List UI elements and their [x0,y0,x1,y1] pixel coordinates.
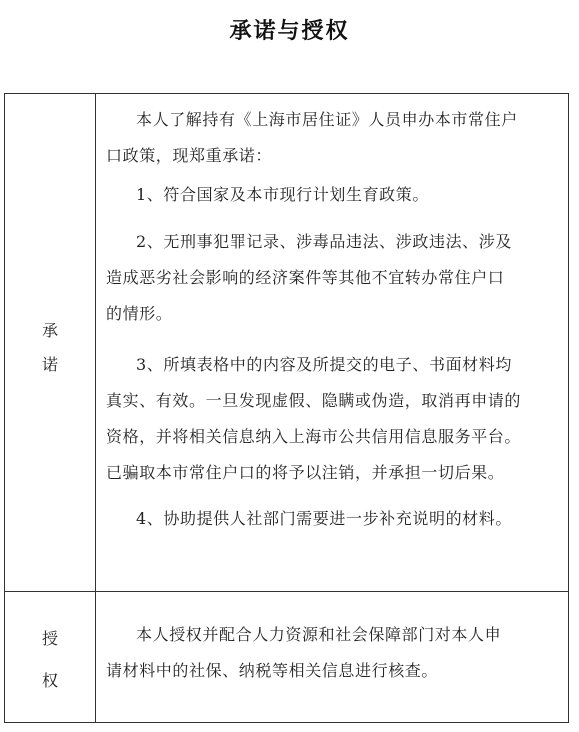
auth-label-char-1: 授 [41,629,58,648]
promise-label-char-2: 诺 [41,355,58,374]
auth-line: 请材料中的社保、纳税等相关信息进行核查。 [106,661,439,680]
auth-label-char-2: 权 [41,671,58,690]
commitment-table [4,93,569,723]
promise-row [5,94,568,592]
promise-line: 造成恶劣社会影响的经济案件等其他不宜转办常住户口 [106,268,505,287]
auth-row [5,592,568,722]
auth-line: 本人授权并配合人力资源和社会保障部门对本人申 [136,625,502,644]
promise-label-char-1: 承 [41,321,58,340]
promise-line: 已骗取本市常住户口的将予以注销，并承担一切后果。 [106,463,505,482]
promise-label-cell [5,94,96,591]
promise-line: 的情形。 [106,304,173,323]
promise-line: 2、无刑事犯罪记录、涉毒品违法、涉政违法、涉及 [136,232,512,251]
promise-line: 1、符合国家及本市现行计划生育政策。 [136,185,429,204]
promise-line: 4、协助提供人社部门需要进一步补充说明的材料。 [136,509,512,528]
page-title: 承诺与授权 [229,19,350,44]
auth-content-cell [96,592,568,722]
promise-line: 3、所填表格中的内容及所提交的电子、书面材料均 [136,355,512,374]
promise-line: 口政策，现郑重承诺： [106,146,273,165]
promise-line: 资格，并将相关信息纳入上海市公共信用信息服务平台。 [106,427,522,446]
promise-line: 真实、有效。一旦发现虚假、隐瞒或伪造，取消再申请的 [106,391,522,410]
promise-line: 本人了解持有《上海市居住证》人员申办本市常住户 [136,110,518,129]
promise-content-cell [96,94,568,591]
auth-label-cell [5,592,96,722]
